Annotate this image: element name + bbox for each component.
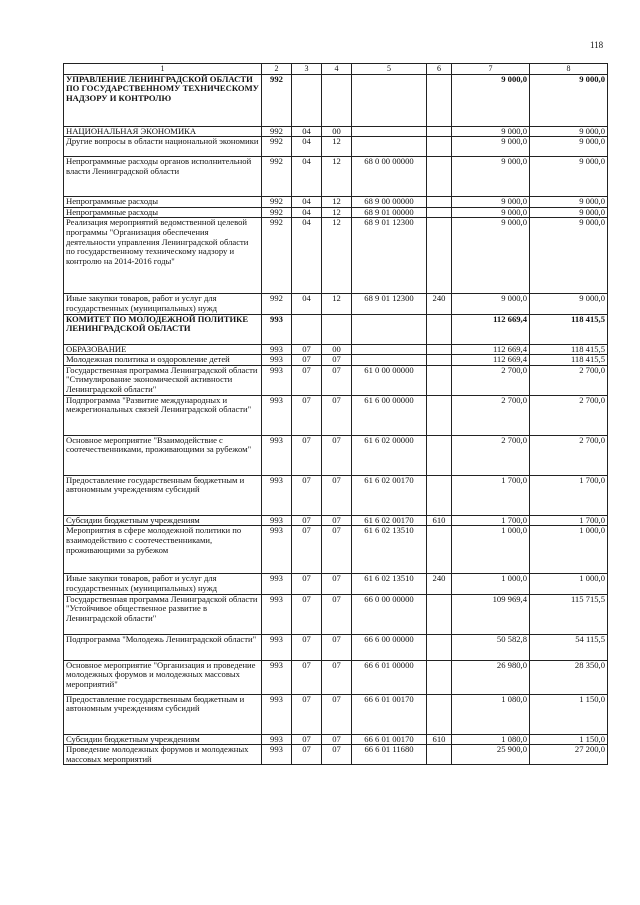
page-number: 118 — [590, 40, 604, 50]
expense-type-code: 240 — [427, 574, 452, 594]
table-row — [64, 294, 608, 314]
amount-year-2: 9 000,0 — [530, 157, 608, 197]
target-article-code: 66 0 00 00000 — [352, 594, 427, 634]
amount-year-1: 9 000,0 — [452, 137, 530, 157]
column-header: 1 — [64, 64, 262, 75]
table-row — [64, 515, 608, 526]
amount-year-2: 118 415,5 — [530, 355, 608, 366]
row-name: Реализация мероприятий ведомственной целевой программы "Организация обеспечения деятельности управления Ленинградской области по государственному техническому надзору и контролю на 2014-2016 годы" — [64, 218, 262, 294]
section-code: 07 — [292, 435, 322, 475]
row-name: Предоставление государственным бюджетным и автономным учреждениям субсидий — [64, 475, 262, 515]
amount-year-1: 9 000,0 — [452, 207, 530, 218]
expense-type-code — [427, 74, 452, 126]
chapter-code: 993 — [262, 395, 292, 435]
subsection-code — [322, 314, 352, 344]
subsection-code: 07 — [322, 395, 352, 435]
row-name: Мероприятия в сфере молодежной политики по взаимодействию с соотечественниками, проживающими за рубежом — [64, 526, 262, 574]
row-name: Иные закупки товаров, работ и услуг для государственных (муниципальных) нужд — [64, 294, 262, 314]
subsection-code: 12 — [322, 207, 352, 218]
target-article-code: 68 9 01 12300 — [352, 294, 427, 314]
amount-year-2: 2 700,0 — [530, 365, 608, 395]
section-code: 07 — [292, 365, 322, 395]
section-code: 07 — [292, 515, 322, 526]
expense-type-code — [427, 634, 452, 660]
amount-year-1: 2 700,0 — [452, 365, 530, 395]
section-code: 07 — [292, 475, 322, 515]
target-article-code: 66 6 01 00170 — [352, 734, 427, 745]
table-row — [64, 395, 608, 435]
amount-year-2: 1 150,0 — [530, 694, 608, 734]
subsection-code: 07 — [322, 634, 352, 660]
row-name: Субсидии бюджетным учреждениям — [64, 515, 262, 526]
subsection-code: 00 — [322, 126, 352, 137]
chapter-code: 993 — [262, 475, 292, 515]
amount-year-2: 9 000,0 — [530, 294, 608, 314]
table-row — [64, 745, 608, 765]
table-row — [64, 157, 608, 197]
target-article-code: 68 9 01 00000 — [352, 207, 427, 218]
row-name: ОБРАЗОВАНИЕ — [64, 344, 262, 355]
row-name: Субсидии бюджетным учреждениям — [64, 734, 262, 745]
amount-year-2: 9 000,0 — [530, 74, 608, 126]
chapter-code: 992 — [262, 157, 292, 197]
amount-year-1: 9 000,0 — [452, 126, 530, 137]
subsection-code: 07 — [322, 660, 352, 694]
amount-year-2: 2 700,0 — [530, 435, 608, 475]
target-article-code — [352, 314, 427, 344]
target-article-code — [352, 344, 427, 355]
expense-type-code — [427, 218, 452, 294]
expense-type-code — [427, 365, 452, 395]
amount-year-1: 9 000,0 — [452, 74, 530, 126]
row-name: КОМИТЕТ ПО МОЛОДЕЖНОЙ ПОЛИТИКЕ ЛЕНИНГРАДСКОЙ ОБЛАСТИ — [64, 314, 262, 344]
subsection-code — [322, 74, 352, 126]
column-header: 3 — [292, 64, 322, 75]
table-row — [64, 475, 608, 515]
column-header: 6 — [427, 64, 452, 75]
amount-year-1: 112 669,4 — [452, 355, 530, 366]
amount-year-2: 54 115,5 — [530, 634, 608, 660]
chapter-code: 993 — [262, 515, 292, 526]
target-article-code: 61 6 02 13510 — [352, 526, 427, 574]
target-article-code: 61 6 02 00170 — [352, 475, 427, 515]
chapter-code: 993 — [262, 594, 292, 634]
subsection-code: 12 — [322, 218, 352, 294]
target-article-code: 66 6 00 00000 — [352, 634, 427, 660]
amount-year-1: 109 969,4 — [452, 594, 530, 634]
section-code: 07 — [292, 634, 322, 660]
amount-year-2: 9 000,0 — [530, 197, 608, 208]
row-name: Другие вопросы в области национальной экономики — [64, 137, 262, 157]
amount-year-2: 28 350,0 — [530, 660, 608, 694]
table-row — [64, 660, 608, 694]
section-code: 04 — [292, 137, 322, 157]
amount-year-2: 1 700,0 — [530, 515, 608, 526]
row-name: Непрограммные расходы — [64, 197, 262, 208]
row-name: УПРАВЛЕНИЕ ЛЕНИНГРАДСКОЙ ОБЛАСТИ ПО ГОСУДАРСТВЕННОМУ ТЕХНИЧЕСКОМУ НАДЗОРУ И КОНТРОЛЮ — [64, 74, 262, 126]
chapter-code: 993 — [262, 574, 292, 594]
section-code: 07 — [292, 395, 322, 435]
chapter-code: 993 — [262, 344, 292, 355]
subsection-code: 12 — [322, 137, 352, 157]
table-row — [64, 197, 608, 208]
row-name: Предоставление государственным бюджетным и автономным учреждениям субсидий — [64, 694, 262, 734]
amount-year-2: 2 700,0 — [530, 395, 608, 435]
row-name: Государственная программа Ленинградской области "Устойчивое общественное развитие в Ленинградской области" — [64, 594, 262, 634]
chapter-code: 992 — [262, 218, 292, 294]
section-code: 04 — [292, 126, 322, 137]
amount-year-1: 2 700,0 — [452, 435, 530, 475]
row-name: Основное мероприятие "Взаимодействие с соотечественниками, проживающими за рубежом" — [64, 435, 262, 475]
expense-type-code — [427, 395, 452, 435]
amount-year-1: 1 080,0 — [452, 694, 530, 734]
amount-year-2: 9 000,0 — [530, 137, 608, 157]
chapter-code: 993 — [262, 355, 292, 366]
table-row — [64, 314, 608, 344]
chapter-code: 992 — [262, 137, 292, 157]
target-article-code: 61 0 00 00000 — [352, 365, 427, 395]
subsection-code: 07 — [322, 594, 352, 634]
amount-year-2: 9 000,0 — [530, 207, 608, 218]
table-row — [64, 594, 608, 634]
section-code: 07 — [292, 694, 322, 734]
amount-year-2: 9 000,0 — [530, 218, 608, 294]
chapter-code: 992 — [262, 207, 292, 218]
table-row — [64, 734, 608, 745]
amount-year-1: 9 000,0 — [452, 157, 530, 197]
chapter-code: 993 — [262, 734, 292, 745]
chapter-code: 993 — [262, 694, 292, 734]
subsection-code: 07 — [322, 515, 352, 526]
section-code: 07 — [292, 745, 322, 765]
section-code — [292, 74, 322, 126]
amount-year-1: 1 000,0 — [452, 526, 530, 574]
row-name: Непрограммные расходы органов исполнительной власти Ленинградской области — [64, 157, 262, 197]
target-article-code: 68 0 00 00000 — [352, 157, 427, 197]
chapter-code: 993 — [262, 314, 292, 344]
column-header: 4 — [322, 64, 352, 75]
column-header: 5 — [352, 64, 427, 75]
chapter-code: 992 — [262, 126, 292, 137]
row-name: Иные закупки товаров, работ и услуг для государственных (муниципальных) нужд — [64, 574, 262, 594]
row-name: Непрограммные расходы — [64, 207, 262, 218]
expense-type-code — [427, 207, 452, 218]
chapter-code: 992 — [262, 294, 292, 314]
section-code: 07 — [292, 574, 322, 594]
section-code: 07 — [292, 355, 322, 366]
row-name: Подпрограмма "Развитие международных и межрегиональных связей Ленинградской области" — [64, 395, 262, 435]
amount-year-2: 118 415,5 — [530, 344, 608, 355]
amount-year-1: 9 000,0 — [452, 218, 530, 294]
subsection-code: 07 — [322, 694, 352, 734]
row-name: Государственная программа Ленинградской области "Стимулирование экономической активности Ленинградской области" — [64, 365, 262, 395]
table-row — [64, 126, 608, 137]
expense-type-code — [427, 126, 452, 137]
section-code: 07 — [292, 526, 322, 574]
target-article-code: 68 9 00 00000 — [352, 197, 427, 208]
chapter-code: 993 — [262, 365, 292, 395]
expense-type-code — [427, 314, 452, 344]
subsection-code: 07 — [322, 475, 352, 515]
subsection-code: 07 — [322, 745, 352, 765]
subsection-code: 07 — [322, 355, 352, 366]
expense-type-code — [427, 197, 452, 208]
table-row — [64, 526, 608, 574]
amount-year-2: 9 000,0 — [530, 126, 608, 137]
chapter-code: 993 — [262, 435, 292, 475]
target-article-code: 61 6 02 13510 — [352, 574, 427, 594]
expense-type-code — [427, 157, 452, 197]
expense-type-code — [427, 745, 452, 765]
amount-year-1: 50 582,8 — [452, 634, 530, 660]
amount-year-1: 2 700,0 — [452, 395, 530, 435]
subsection-code: 07 — [322, 526, 352, 574]
target-article-code: 61 6 02 00000 — [352, 435, 427, 475]
section-code: 04 — [292, 294, 322, 314]
amount-year-1: 9 000,0 — [452, 294, 530, 314]
target-article-code: 66 6 01 00000 — [352, 660, 427, 694]
row-name: Проведение молодежных форумов и молодежных массовых мероприятий — [64, 745, 262, 765]
table-row — [64, 207, 608, 218]
amount-year-1: 9 000,0 — [452, 197, 530, 208]
section-code: 04 — [292, 207, 322, 218]
section-code: 04 — [292, 218, 322, 294]
expense-type-code: 610 — [427, 515, 452, 526]
row-name: НАЦИОНАЛЬНАЯ ЭКОНОМИКА — [64, 126, 262, 137]
amount-year-1: 25 900,0 — [452, 745, 530, 765]
target-article-code: 66 6 01 11680 — [352, 745, 427, 765]
table-row — [64, 344, 608, 355]
expense-type-code: 610 — [427, 734, 452, 745]
subsection-code: 12 — [322, 294, 352, 314]
table-row — [64, 694, 608, 734]
table-row — [64, 365, 608, 395]
amount-year-2: 1 700,0 — [530, 475, 608, 515]
amount-year-1: 1 700,0 — [452, 515, 530, 526]
target-article-code — [352, 74, 427, 126]
table-row — [64, 218, 608, 294]
expense-type-code: 240 — [427, 294, 452, 314]
column-header: 2 — [262, 64, 292, 75]
chapter-code: 993 — [262, 745, 292, 765]
expense-type-code — [427, 435, 452, 475]
amount-year-1: 26 980,0 — [452, 660, 530, 694]
section-code: 07 — [292, 660, 322, 694]
section-code — [292, 314, 322, 344]
subsection-code: 12 — [322, 197, 352, 208]
row-name: Молодежная политика и оздоровление детей — [64, 355, 262, 366]
amount-year-2: 115 715,5 — [530, 594, 608, 634]
table-row — [64, 435, 608, 475]
expense-type-code — [427, 660, 452, 694]
chapter-code: 992 — [262, 74, 292, 126]
chapter-code: 992 — [262, 197, 292, 208]
column-header: 8 — [530, 64, 608, 75]
amount-year-1: 1 700,0 — [452, 475, 530, 515]
subsection-code: 00 — [322, 344, 352, 355]
target-article-code: 61 6 00 00000 — [352, 395, 427, 435]
amount-year-1: 1 000,0 — [452, 574, 530, 594]
section-code: 07 — [292, 734, 322, 745]
section-code: 07 — [292, 594, 322, 634]
expense-type-code — [427, 475, 452, 515]
table-header-row — [64, 64, 608, 75]
subsection-code: 07 — [322, 365, 352, 395]
row-name: Подпрограмма "Молодежь Ленинградской области" — [64, 634, 262, 660]
table-row — [64, 574, 608, 594]
table-row — [64, 74, 608, 126]
expense-type-code — [427, 526, 452, 574]
amount-year-2: 118 415,5 — [530, 314, 608, 344]
chapter-code: 993 — [262, 634, 292, 660]
section-code: 07 — [292, 344, 322, 355]
table-row — [64, 634, 608, 660]
subsection-code: 07 — [322, 574, 352, 594]
target-article-code — [352, 126, 427, 137]
amount-year-1: 1 080,0 — [452, 734, 530, 745]
budget-table — [63, 63, 608, 765]
chapter-code: 993 — [262, 660, 292, 694]
column-header: 7 — [452, 64, 530, 75]
subsection-code: 07 — [322, 435, 352, 475]
amount-year-2: 1 000,0 — [530, 574, 608, 594]
target-article-code — [352, 137, 427, 157]
section-code: 04 — [292, 197, 322, 208]
expense-type-code — [427, 694, 452, 734]
subsection-code: 07 — [322, 734, 352, 745]
amount-year-2: 27 200,0 — [530, 745, 608, 765]
expense-type-code — [427, 355, 452, 366]
expense-type-code — [427, 594, 452, 634]
row-name: Основное мероприятие "Организация и проведение молодежных форумов и молодежных массовых мероприятий" — [64, 660, 262, 694]
expense-type-code — [427, 137, 452, 157]
target-article-code — [352, 355, 427, 366]
chapter-code: 993 — [262, 526, 292, 574]
subsection-code: 12 — [322, 157, 352, 197]
table-row — [64, 137, 608, 157]
expense-type-code — [427, 344, 452, 355]
amount-year-1: 112 669,4 — [452, 344, 530, 355]
section-code: 04 — [292, 157, 322, 197]
amount-year-2: 1 150,0 — [530, 734, 608, 745]
table-row — [64, 355, 608, 366]
amount-year-2: 1 000,0 — [530, 526, 608, 574]
target-article-code: 66 6 01 00170 — [352, 694, 427, 734]
target-article-code: 61 6 02 00170 — [352, 515, 427, 526]
target-article-code: 68 9 01 12300 — [352, 218, 427, 294]
amount-year-1: 112 669,4 — [452, 314, 530, 344]
